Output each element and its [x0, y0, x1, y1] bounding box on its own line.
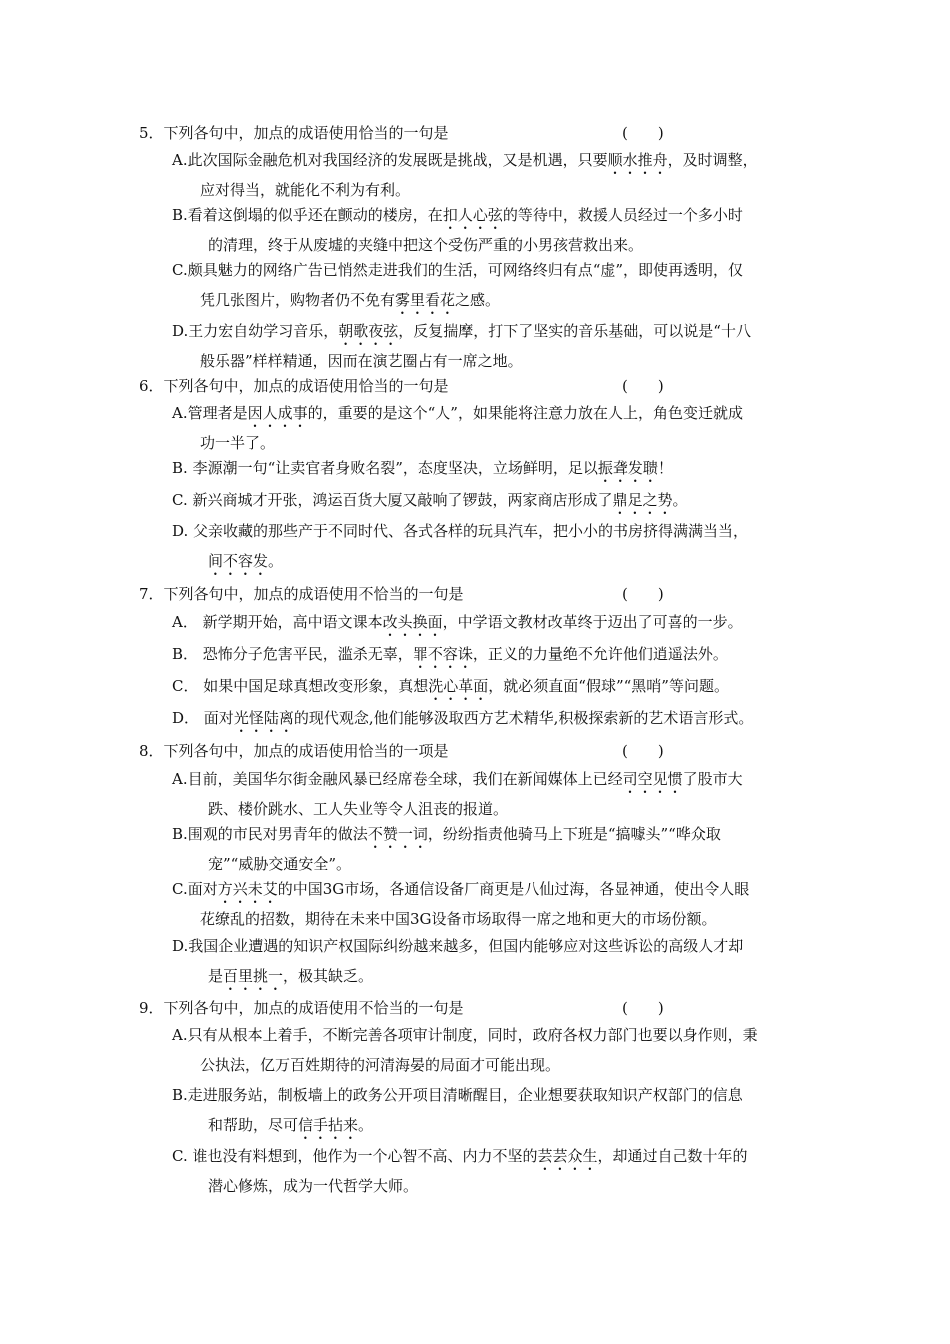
- option-item: [172, 205, 812, 255]
- option-text: 的清理，终于从废墟的夹缝中把这个受伤严重的小男孩营救出来。: [208, 236, 644, 254]
- question-number: 7．: [139, 585, 164, 603]
- option-text: 新兴商城才开张，鸿运百货大厦又敲响了锣鼓，两家商店形成了: [187, 491, 613, 509]
- emphasized-idiom: 顺水推舟: [607, 151, 668, 169]
- option-text: 是: [208, 967, 224, 985]
- question-stem: [139, 741, 839, 761]
- question-stem: [139, 376, 839, 396]
- answer-blank: ( ): [622, 742, 664, 760]
- option-item: [172, 150, 812, 200]
- option-line-1: [172, 824, 812, 844]
- option-text: ，正义的力量绝不允许他们逍遥法外。: [472, 645, 728, 663]
- option-letter: B.: [172, 1086, 188, 1104]
- question-text: 下列各句中，加点的成语使用恰当的一项是: [163, 742, 449, 760]
- option-text: 走进服务站，制板墙上的政务公开项目清晰醒目，企业想要获取知识产权部门的信息: [187, 1086, 743, 1104]
- option-text: ，极其缺乏。: [283, 967, 374, 985]
- option-line-2: [200, 180, 410, 208]
- emphasized-idiom: 因人成事: [247, 404, 308, 422]
- option-text: 了股市大: [682, 770, 743, 788]
- option-line-1: [172, 676, 812, 696]
- option-item: [172, 1146, 812, 1196]
- option-line-1: [172, 1085, 812, 1105]
- option-text: 围观的市民对男青年的做法: [187, 825, 368, 843]
- option-text: ，反复揣摩，打下了坚实的音乐基础，可以说是“十八: [398, 322, 751, 340]
- option-letter: A.: [172, 151, 188, 169]
- option-text: ，及时调整，: [667, 151, 758, 169]
- emphasized-idiom: 朝歌夜弦: [338, 322, 399, 340]
- option-text: 跌、楼价跳水、工人失业等令人沮丧的报道。: [208, 800, 509, 818]
- option-line-1: [172, 612, 812, 632]
- answer-blank: ( ): [622, 585, 664, 603]
- question-stem: [139, 123, 839, 143]
- option-text: 谁也没有料想到，他作为一个心智不高、内力不坚的: [187, 1147, 538, 1165]
- answer-blank: ( ): [622, 999, 664, 1017]
- option-line-1: [172, 769, 812, 789]
- option-letter: C.: [172, 880, 188, 898]
- option-line-2: [208, 1176, 418, 1204]
- option-item: [172, 676, 812, 696]
- question-number: 5．: [139, 124, 164, 142]
- option-letter: B.: [172, 459, 188, 477]
- option-line-2: [200, 290, 500, 318]
- option-letter: A.: [172, 770, 188, 788]
- option-line-2: [200, 433, 275, 461]
- question-text: 下列各句中，加点的成语使用恰当的一句是: [163, 377, 449, 395]
- emphasized-idiom: 百里挑一: [223, 967, 284, 985]
- question-stem: [139, 998, 839, 1018]
- option-letter: C.: [172, 491, 188, 509]
- option-line-2: [200, 909, 717, 937]
- option-text: 恐怖分子危害平民，滥杀无辜，: [198, 645, 413, 663]
- emphasized-idiom: 间不容发: [208, 552, 269, 570]
- option-line-1: [172, 458, 812, 478]
- option-item: [172, 644, 812, 664]
- option-item: [172, 260, 812, 310]
- question-stem: [139, 584, 839, 604]
- option-letter: D.: [172, 522, 189, 540]
- emphasized-idiom: 芸芸众生: [537, 1147, 598, 1165]
- question-number: 6．: [139, 377, 164, 395]
- option-text: ，就必须直面“假球”“黑哨”等问题。: [488, 677, 729, 695]
- option-line-1: [172, 879, 812, 899]
- option-text: 般乐器”样样精通，因而在演艺圈占有一席之地。: [200, 352, 523, 370]
- emphasized-idiom: 改头换面: [382, 613, 443, 631]
- option-line-1: [172, 321, 812, 341]
- emphasized-idiom: 罪不容诛: [412, 645, 473, 663]
- option-letter: A.: [172, 404, 188, 422]
- option-line-2: [208, 854, 351, 882]
- option-text: 。: [268, 552, 284, 570]
- option-line-2: [208, 1115, 373, 1143]
- option-text: 潜心修炼，成为一代哲学大师。: [208, 1177, 419, 1195]
- emphasized-idiom: 扣人心弦: [442, 206, 503, 224]
- emphasized-idiom: 振聋发聩: [597, 459, 658, 477]
- answer-blank: ( ): [622, 124, 664, 142]
- option-text: 面对: [187, 880, 218, 898]
- option-line-1: [172, 403, 812, 423]
- option-text: ，中学语文教材改革终于迈出了可喜的一步。: [442, 613, 743, 631]
- option-item: [172, 321, 812, 371]
- option-text: 凭几张图片，购物者仍不免有: [200, 291, 396, 309]
- option-text: 应对得当，就能化不利为有利。: [200, 181, 411, 199]
- option-item: [172, 824, 812, 874]
- option-letter: B．: [172, 645, 199, 663]
- option-text: 的等待中，救援人员经过一个多小时: [502, 206, 743, 224]
- emphasized-idiom: 雾里看花: [395, 291, 456, 309]
- option-text: ，纷纷指责他骑马上下班是“搞噱头”“哗众取: [427, 825, 721, 843]
- option-text: 此次国际金融危机对我国经济的发展既是挑战，又是机遇，只要: [187, 151, 608, 169]
- option-line-1: [172, 936, 812, 956]
- option-letter: A.: [172, 1026, 188, 1044]
- option-letter: D.: [172, 937, 189, 955]
- answer-blank: ( ): [622, 377, 664, 395]
- option-letter: B.: [172, 825, 188, 843]
- option-text: 功一半了。: [200, 434, 276, 452]
- option-letter: D.: [172, 322, 189, 340]
- option-letter: B.: [172, 206, 188, 224]
- option-text: 只有从根本上着手，不断完善各项审计制度，同时，政府各权力部门也要以身作则，秉: [187, 1026, 758, 1044]
- option-item: [172, 769, 812, 819]
- option-line-2: [208, 966, 373, 994]
- option-text: 如果中国足球真想改变形象，真想: [198, 677, 429, 695]
- question-number: 9．: [139, 999, 164, 1017]
- question-text: 下列各句中，加点的成语使用恰当的一句是: [163, 124, 449, 142]
- option-item: [172, 1085, 812, 1135]
- option-text: ，却通过自己数十年的: [597, 1147, 748, 1165]
- option-text: ！: [657, 459, 673, 477]
- option-text: 宠”“威胁交通安全”。: [208, 855, 352, 873]
- question-number: 8．: [139, 742, 164, 760]
- emphasized-idiom: 光怪陆离: [233, 709, 294, 727]
- option-line-2: [208, 235, 643, 263]
- option-text: 颇具魅力的网络广告已悄然走进我们的生活，可网络终归有点“虚”，即使再透明，仅: [187, 261, 744, 279]
- option-text: 之感。: [455, 291, 501, 309]
- option-line-1: [172, 1025, 812, 1045]
- option-item: [172, 708, 812, 728]
- option-text: 目前，美国华尔街金融风暴已经席卷全球，我们在新闻媒体上已经: [187, 770, 623, 788]
- option-line-1: [172, 521, 812, 541]
- option-line-2: [208, 799, 508, 827]
- option-line-1: [172, 1146, 812, 1166]
- option-line-2: [208, 551, 283, 579]
- option-item: [172, 936, 812, 986]
- option-text: 的中国3G市场，各通信设备厂商更是八仙过海，各显神通，使出令人眼: [277, 880, 750, 898]
- option-line-2: [200, 1055, 560, 1083]
- option-text: 面对: [199, 709, 234, 727]
- option-text: 和帮助，尽可: [208, 1116, 299, 1134]
- option-letter: A．: [172, 613, 198, 631]
- emphasized-idiom: 方兴未艾: [217, 880, 278, 898]
- option-letter: D．: [172, 709, 200, 727]
- option-item: [172, 458, 812, 478]
- option-line-1: [172, 490, 812, 510]
- option-text: 。: [672, 491, 688, 509]
- option-item: [172, 612, 812, 632]
- option-text: 王力宏自幼学习音乐，: [188, 322, 339, 340]
- option-text: 父亲收藏的那些产于不同时代、各式各样的玩具汽车，把小小的书房挤得满满当当，: [188, 522, 749, 540]
- option-text: 的现代观念,他们能够汲取西方艺术精华,积极探索新的艺术语言形式。: [293, 709, 754, 727]
- option-text: 的，重要的是这个“人”，如果能将注意力放在人上，角色变迁就成: [307, 404, 743, 422]
- option-text: 看着这倒塌的似乎还在颤动的楼房，在: [187, 206, 443, 224]
- option-letter: C.: [172, 1147, 188, 1165]
- option-text: 公执法，亿万百姓期待的河清海晏的局面才可能出现。: [200, 1056, 561, 1074]
- option-item: [172, 1025, 812, 1075]
- emphasized-idiom: 信手拈来: [298, 1116, 359, 1134]
- option-item: [172, 490, 812, 510]
- option-item: [172, 521, 812, 571]
- option-text: 花缭乱的招数，期待在未来中国3G设备市场取得一席之地和更大的市场份额。: [200, 910, 717, 928]
- option-text: 管理者是: [187, 404, 248, 422]
- option-line-1: [172, 150, 812, 170]
- option-line-1: [172, 708, 812, 728]
- option-line-1: [172, 644, 812, 664]
- option-line-2: [200, 351, 523, 379]
- emphasized-idiom: 司空见惯: [622, 770, 683, 788]
- option-text: 我国企业遭遇的知识产权国际纠纷越来越多，但国内能够应对这些诉讼的高级人才却: [188, 937, 744, 955]
- option-text: 。: [358, 1116, 374, 1134]
- emphasized-idiom: 不赞一词: [367, 825, 428, 843]
- option-letter: C.: [172, 261, 188, 279]
- emphasized-idiom: 鼎足之势: [612, 491, 673, 509]
- option-line-1: [172, 205, 812, 225]
- option-text: 新学期开始，高中语文课本: [197, 613, 383, 631]
- option-line-1: [172, 260, 812, 280]
- option-text: 李源潮一句“让卖官者身败名裂”，态度坚决，立场鲜明，足以: [187, 459, 598, 477]
- option-item: [172, 403, 812, 453]
- emphasized-idiom: 洗心革面: [428, 677, 489, 695]
- option-item: [172, 879, 812, 929]
- question-text: 下列各句中，加点的成语使用不恰当的一句是: [163, 999, 464, 1017]
- question-text: 下列各句中，加点的成语使用不恰当的一句是: [163, 585, 464, 603]
- option-letter: C．: [172, 677, 199, 695]
